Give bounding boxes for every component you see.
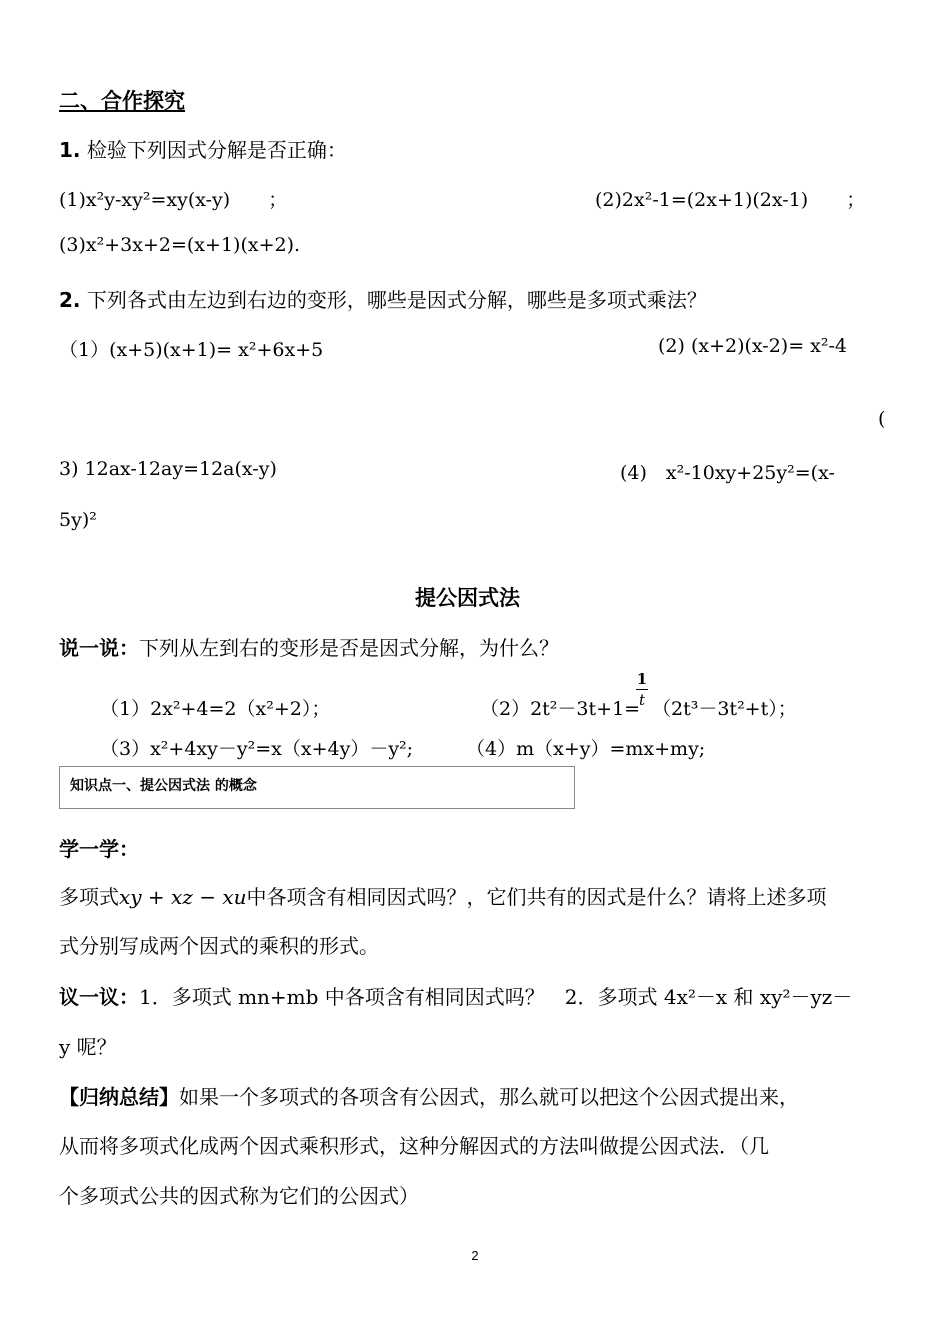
question-1-number: 1. (59, 138, 81, 162)
fraction-1-over-t (636, 670, 648, 709)
yi-label: 议一议： (59, 985, 139, 1009)
shuo-item-3: （3）x²+4xy－y²=x（x+4y）－y²; (100, 738, 414, 760)
q2-item-3: 3) 12ax-12ay=12a(x-y) (59, 458, 277, 480)
xue-pre: 多项式 (59, 885, 119, 909)
question-1 (59, 134, 347, 163)
yi-line-1 (59, 981, 852, 1010)
xue-label: 学一学： (59, 837, 139, 861)
q1-item-3: (3)x²+3x+2=(x+1)(x+2). (59, 234, 301, 256)
q2-paren: ( (878, 408, 886, 430)
question-2-number: 2. (59, 288, 81, 312)
yi-text: 1．多项式 mn+mb 中各项含有相同因式吗？ 2．多项式 4x²－x 和 xy²－yz－ (139, 985, 853, 1009)
method-title: 提公因式法 (415, 586, 520, 610)
yi-line-2: y 呢？ (59, 1035, 117, 1059)
shuo-item-2-post: （2t³－3t²+t）； (652, 698, 797, 720)
knowledge-point-box (59, 766, 575, 809)
summary-label: 【归纳总结】 (59, 1085, 179, 1109)
fraction-denominator: t (638, 691, 646, 709)
knowledge-point-label: 知识点一、提公因式法 的概念 (70, 778, 257, 794)
shuo-item-1: （1）2x²+4=2（x²+2）； (100, 698, 331, 720)
fraction-bar (636, 689, 648, 690)
q2-item-4-continued: 5y)² (59, 509, 97, 531)
section-title: 二、合作探究 (59, 89, 185, 113)
xue-line-1 (59, 881, 827, 910)
shuo-item-2-pre: （2）2t²－3t+1= (480, 698, 641, 720)
polynomial-expression: xy + xz − xu (119, 885, 247, 909)
xue-line-2: 式分别写成两个因式的乘积的形式。 (59, 934, 379, 958)
summary-line-2: 从而将多项式化成两个因式乘积形式，这种分解因式的方法叫做提公因式法．（几 (59, 1134, 769, 1158)
q2-item-4: (4) x²-10xy+25y²=(x- (620, 462, 835, 484)
shuo-section (59, 632, 559, 661)
q2-item-1: （1）(x+5)(x+1)= x²+6x+5 (59, 339, 324, 361)
xue-post: 中各项含有相同因式吗？，它们共有的因式是什么？请将上述多项 (246, 885, 827, 909)
summary-line-1 (59, 1081, 799, 1110)
question-1-text: 检验下列因式分解是否正确： (86, 138, 347, 162)
page-number: 2 (471, 1248, 479, 1263)
shuo-label: 说一说： (59, 636, 139, 660)
shuo-item-4: （4）m（x+y）=mx+my; (466, 738, 706, 760)
summary-line-3: 个多项式公共的因式称为它们的公因式） (59, 1184, 419, 1208)
summary-text-1: 如果一个多项式的各项含有公因式，那么就可以把这个公因式提出来， (179, 1085, 799, 1109)
question-2 (59, 284, 707, 313)
q2-item-2: (2) (x+2)(x-2)= x²-4 (658, 335, 848, 357)
shuo-text: 下列从左到右的变形是否是因式分解，为什么？ (139, 636, 559, 660)
fraction-numerator: 1 (636, 670, 648, 688)
question-2-text: 下列各式由左边到右边的变形，哪些是因式分解，哪些是多项式乘法？ (86, 288, 707, 312)
q1-item-2: (2)2x²-1=(2x+1)(2x-1) ； (595, 189, 866, 211)
q1-item-1: (1)x²y-xy²=xy(x-y) ； (59, 189, 288, 211)
